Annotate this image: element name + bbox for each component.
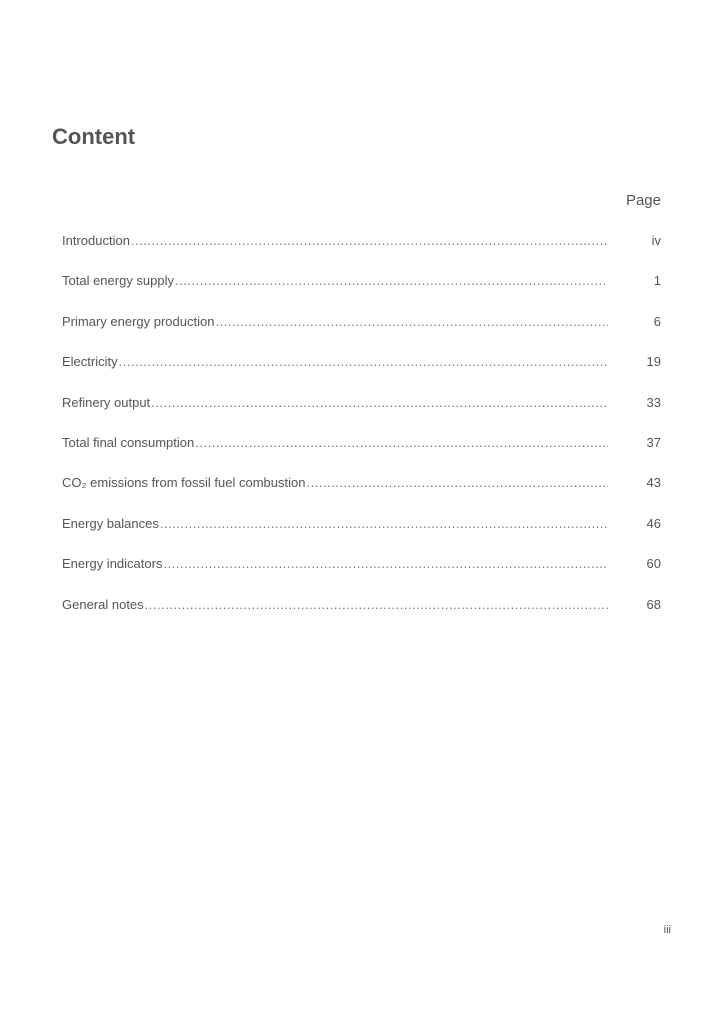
toc-entry-page: 1 bbox=[653, 273, 661, 289]
toc-entry-label: Energy indicators bbox=[62, 556, 163, 572]
toc-entry-page: 46 bbox=[646, 515, 661, 531]
toc-entry-page: 43 bbox=[646, 475, 661, 491]
toc-entry-introduction[interactable] bbox=[62, 233, 661, 273]
dot-leader bbox=[195, 435, 608, 450]
toc-entry-refinery-output[interactable] bbox=[62, 395, 661, 435]
toc-entry-label: Total energy supply bbox=[62, 273, 175, 289]
toc-entry-label: Primary energy production bbox=[62, 313, 215, 329]
toc-entry-page: 6 bbox=[653, 313, 661, 329]
toc-entry-label: Energy balances bbox=[62, 515, 159, 531]
page-number-folio: iii bbox=[663, 924, 671, 936]
toc-entry-general-notes[interactable] bbox=[62, 597, 661, 637]
toc-entry-label: CO₂ emissions from fossil fuel combustion bbox=[62, 475, 306, 491]
toc-entry-page: 33 bbox=[646, 394, 661, 410]
dot-leader bbox=[306, 475, 608, 490]
dot-leader bbox=[145, 597, 608, 612]
toc-entry-label: Total final consumption bbox=[62, 434, 195, 450]
page-column-header: Page bbox=[625, 192, 661, 209]
toc-entry-label: General notes bbox=[62, 596, 144, 612]
dot-leader bbox=[215, 314, 608, 329]
toc-entry-energy-indicators[interactable] bbox=[62, 556, 661, 596]
toc-entry-electricity[interactable] bbox=[62, 354, 661, 394]
toc-entry-energy-balances[interactable] bbox=[62, 516, 661, 556]
toc-entry-page: 68 bbox=[646, 596, 661, 612]
dot-leader bbox=[163, 556, 608, 571]
toc-entry-primary-energy-production[interactable] bbox=[62, 314, 661, 354]
dot-leader bbox=[175, 273, 608, 288]
toc-entry-page: 60 bbox=[646, 556, 661, 572]
toc-entry-label: Refinery output bbox=[62, 394, 151, 410]
toc-entry-label: Introduction bbox=[62, 233, 130, 248]
dot-leader bbox=[119, 354, 608, 369]
toc-entry-total-final-consumption[interactable] bbox=[62, 435, 661, 475]
table-of-contents bbox=[62, 233, 661, 637]
toc-entry-page: iv bbox=[651, 233, 661, 248]
toc-entry-page: 19 bbox=[646, 354, 661, 370]
dot-leader bbox=[151, 395, 608, 410]
toc-entry-co2-emissions[interactable] bbox=[62, 475, 661, 515]
dot-leader bbox=[160, 516, 608, 531]
toc-entry-total-energy-supply[interactable] bbox=[62, 273, 661, 313]
toc-entry-page: 37 bbox=[646, 434, 661, 450]
dot-leader bbox=[131, 233, 608, 248]
page-title: Content bbox=[52, 124, 136, 149]
toc-entry-label: Electricity bbox=[62, 354, 118, 370]
